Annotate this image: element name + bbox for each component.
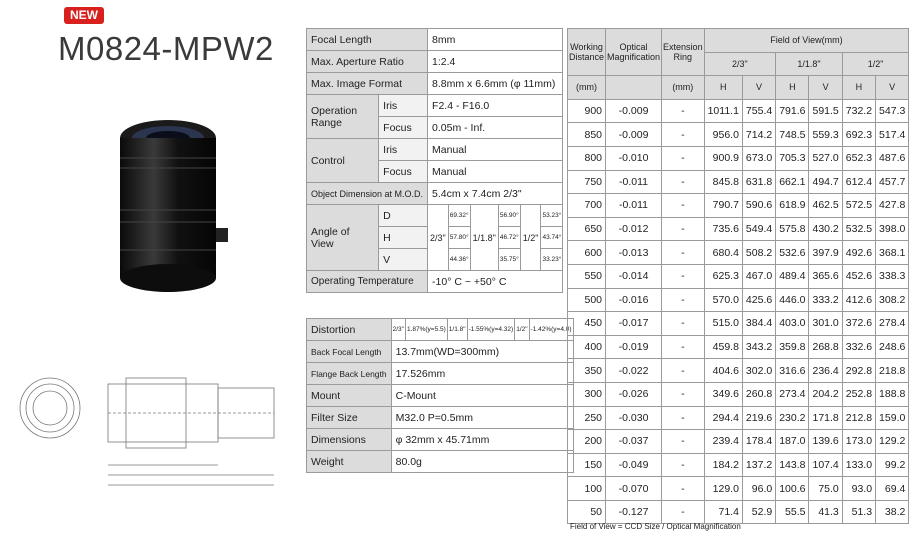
table-cell: 532.5: [842, 217, 875, 241]
focal-length-value: 8mm: [428, 29, 563, 51]
table-cell: 900: [568, 99, 606, 123]
table-row: [568, 500, 909, 524]
table-cell: 700: [568, 194, 606, 218]
table-cell: 350: [568, 359, 606, 383]
angle-format-12: 1/2": [520, 205, 541, 271]
table-cell: 173.0: [842, 430, 875, 454]
distortion-format-118: 1/1.8": [447, 319, 467, 341]
table-cell: -: [662, 194, 705, 218]
angle-v-23: 44.36°: [448, 249, 470, 271]
table-cell: 625.3: [704, 264, 742, 288]
operation-range-label: Operation Range: [307, 95, 379, 139]
angle-axis-v: V: [379, 249, 428, 271]
table-cell: 549.4: [742, 217, 775, 241]
distortion-format-12: 1/2": [515, 319, 529, 341]
table-cell: 590.6: [742, 194, 775, 218]
table-cell: 51.3: [842, 500, 875, 524]
table-cell: 492.6: [842, 241, 875, 265]
table-row: [568, 146, 909, 170]
table-cell: 631.8: [742, 170, 775, 194]
table-cell: 714.2: [742, 123, 775, 147]
ext-unit: (mm): [662, 76, 705, 100]
table-cell: -: [662, 264, 705, 288]
table-cell: -0.011: [606, 170, 662, 194]
dimensions-value: φ 32mm x 45.71mm: [391, 429, 573, 451]
table-cell: 52.9: [742, 500, 775, 524]
distortion-23: 1.87%(y=5.5): [405, 319, 447, 341]
distortion-format-23: 2/3": [391, 319, 405, 341]
object-dim-label: Object Dimension at M.O.D.: [307, 183, 428, 205]
angle-d-12: 53.23°: [541, 205, 563, 227]
table-cell: 900.9: [704, 146, 742, 170]
table-cell: 572.5: [842, 194, 875, 218]
table-cell: 129.0: [704, 477, 742, 501]
table-cell: 494.7: [809, 170, 842, 194]
temperature-value: -10° C ~ +50° C: [428, 271, 563, 293]
table-cell: 427.8: [876, 194, 909, 218]
iris-range-value: F2.4 - F16.0: [428, 95, 563, 117]
ext-header: Extension Ring: [662, 29, 705, 76]
angle-format-23: 2/3": [428, 205, 449, 271]
angle-axis-h: H: [379, 227, 428, 249]
flange-label: Flange Back Length: [307, 363, 392, 385]
table-row: [568, 264, 909, 288]
angle-axis-d: D: [379, 205, 428, 227]
mag-header: Optical Magnification: [606, 29, 662, 76]
table-cell: 230.2: [776, 406, 809, 430]
table-row: [568, 288, 909, 312]
image-format-label: Max. Image Format: [307, 73, 428, 95]
v-23: V: [742, 76, 775, 100]
table-cell: 800: [568, 146, 606, 170]
table-cell: 452.6: [842, 264, 875, 288]
angle-d-118: 56.90°: [498, 205, 520, 227]
table-cell: 273.4: [776, 382, 809, 406]
table-cell: 735.6: [704, 217, 742, 241]
filter-label: Filter Size: [307, 407, 392, 429]
table-cell: 570.0: [704, 288, 742, 312]
table-row: [568, 382, 909, 406]
table-cell: 268.8: [809, 335, 842, 359]
iris-label: Iris: [379, 95, 428, 117]
image-format-value: 8.8mm x 6.6mm (φ 11mm): [428, 73, 563, 95]
angle-label: Angle of View: [307, 205, 379, 271]
fov-format-118: 1/1.8": [776, 52, 843, 76]
table-cell: 404.6: [704, 359, 742, 383]
table-row: [568, 453, 909, 477]
table-cell: 294.4: [704, 406, 742, 430]
table-cell: -: [662, 406, 705, 430]
table-cell: 459.8: [704, 335, 742, 359]
spec-table: [306, 28, 563, 293]
h-118: H: [776, 76, 809, 100]
table-cell: 791.6: [776, 99, 809, 123]
table-cell: 159.0: [876, 406, 909, 430]
aperture-value: 1:2.4: [428, 51, 563, 73]
table-cell: 359.8: [776, 335, 809, 359]
table-cell: 188.8: [876, 382, 909, 406]
table-cell: -: [662, 477, 705, 501]
table-cell: 260.8: [742, 382, 775, 406]
table-cell: -: [662, 335, 705, 359]
table-cell: 300: [568, 382, 606, 406]
table-cell: 143.8: [776, 453, 809, 477]
table-cell: 349.6: [704, 382, 742, 406]
fov-footnote: Field of View = CCD Size / Optical Magnification: [570, 522, 741, 531]
table-cell: 559.3: [809, 123, 842, 147]
table-row: [568, 217, 909, 241]
table-cell: -: [662, 382, 705, 406]
table-cell: -: [662, 453, 705, 477]
table-cell: -0.019: [606, 335, 662, 359]
table-cell: 517.4: [876, 123, 909, 147]
angle-v-12: 33.23°: [541, 249, 563, 271]
filter-value: M32.0 P=0.5mm: [391, 407, 573, 429]
angle-h-118: 46.72°: [498, 227, 520, 249]
table-cell: 612.4: [842, 170, 875, 194]
table-row: [568, 194, 909, 218]
table-cell: 450: [568, 312, 606, 336]
table-cell: 278.4: [876, 312, 909, 336]
table-row: [568, 406, 909, 430]
table-cell: 845.8: [704, 170, 742, 194]
table-cell: -0.017: [606, 312, 662, 336]
table-cell: 100.6: [776, 477, 809, 501]
table-cell: 412.6: [842, 288, 875, 312]
fov-table-body: [568, 99, 909, 524]
table-cell: 55.5: [776, 500, 809, 524]
table-row: [568, 430, 909, 454]
table-cell: 50: [568, 500, 606, 524]
table-cell: 343.2: [742, 335, 775, 359]
table-row: [568, 477, 909, 501]
table-cell: 850: [568, 123, 606, 147]
distortion-12: -1.42%(y=4.0): [529, 319, 573, 341]
table-cell: 316.6: [776, 359, 809, 383]
table-cell: 368.1: [876, 241, 909, 265]
table-cell: 467.0: [742, 264, 775, 288]
table-cell: -0.011: [606, 194, 662, 218]
table-cell: 673.0: [742, 146, 775, 170]
focus-range-value: 0.05m - Inf.: [428, 117, 563, 139]
table-cell: 446.0: [776, 288, 809, 312]
table-cell: -: [662, 430, 705, 454]
table-cell: 755.4: [742, 99, 775, 123]
mount-label: Mount: [307, 385, 392, 407]
distortion-label: Distortion: [307, 319, 392, 341]
table-cell: -0.013: [606, 241, 662, 265]
h-12: H: [842, 76, 875, 100]
table-cell: -0.022: [606, 359, 662, 383]
table-cell: 508.2: [742, 241, 775, 265]
table-cell: -: [662, 123, 705, 147]
angle-h-23: 57.80°: [448, 227, 470, 249]
angle-d-23: 69.32°: [448, 205, 470, 227]
table-cell: 550: [568, 264, 606, 288]
table-cell: 790.7: [704, 194, 742, 218]
table-cell: 178.4: [742, 430, 775, 454]
table-cell: -: [662, 146, 705, 170]
technical-drawing: [8, 370, 290, 492]
table-cell: -0.030: [606, 406, 662, 430]
table-cell: -0.049: [606, 453, 662, 477]
table-cell: 532.6: [776, 241, 809, 265]
table-cell: 139.6: [809, 430, 842, 454]
table-cell: 250: [568, 406, 606, 430]
table-cell: 71.4: [704, 500, 742, 524]
table-cell: -0.010: [606, 146, 662, 170]
table-cell: 150: [568, 453, 606, 477]
table-cell: -0.070: [606, 477, 662, 501]
table-cell: 301.0: [809, 312, 842, 336]
weight-value: 80.0g: [391, 451, 573, 473]
table-cell: 239.4: [704, 430, 742, 454]
table-cell: 137.2: [742, 453, 775, 477]
table-cell: 750: [568, 170, 606, 194]
table-cell: 487.6: [876, 146, 909, 170]
table-cell: 372.6: [842, 312, 875, 336]
back-focal-value: 13.7mm(WD=300mm): [391, 341, 573, 363]
mag-unit: [606, 76, 662, 100]
table-cell: 308.2: [876, 288, 909, 312]
angle-h-12: 43.74°: [541, 227, 563, 249]
table-cell: -0.012: [606, 217, 662, 241]
aperture-label: Max. Aperture Ratio: [307, 51, 428, 73]
lens-photo: [96, 110, 246, 300]
control-focus-label: Focus: [379, 161, 428, 183]
table-cell: 398.0: [876, 217, 909, 241]
focal-length-label: Focal Length: [307, 29, 428, 51]
table-cell: -0.127: [606, 500, 662, 524]
table-cell: 41.3: [809, 500, 842, 524]
table-cell: 1011.1: [704, 99, 742, 123]
table-cell: 692.3: [842, 123, 875, 147]
model-title: M0824-MPW2: [58, 30, 274, 67]
table-cell: 69.4: [876, 477, 909, 501]
table-cell: 93.0: [842, 477, 875, 501]
table-cell: 248.6: [876, 335, 909, 359]
table-cell: 462.5: [809, 194, 842, 218]
table-row: [568, 335, 909, 359]
table-cell: 547.3: [876, 99, 909, 123]
table-cell: 500: [568, 288, 606, 312]
distortion-118: -1.55%(y=4.32): [467, 319, 515, 341]
table-cell: 218.8: [876, 359, 909, 383]
flange-value: 17.526mm: [391, 363, 573, 385]
object-dim-value: 5.4cm x 7.4cm 2/3": [428, 183, 563, 205]
table-cell: 600: [568, 241, 606, 265]
angle-format-118: 1/1.8": [470, 205, 498, 271]
table-cell: 365.6: [809, 264, 842, 288]
table-row: [568, 312, 909, 336]
table-cell: 96.0: [742, 477, 775, 501]
table-cell: 527.0: [809, 146, 842, 170]
table-cell: 204.2: [809, 382, 842, 406]
table-cell: 338.3: [876, 264, 909, 288]
angle-v-118: 35.75°: [498, 249, 520, 271]
control-iris-value: Manual: [428, 139, 563, 161]
table-cell: -0.037: [606, 430, 662, 454]
control-iris-label: Iris: [379, 139, 428, 161]
table-cell: 956.0: [704, 123, 742, 147]
table-cell: 397.9: [809, 241, 842, 265]
table-cell: -: [662, 241, 705, 265]
table-cell: -0.009: [606, 99, 662, 123]
fov-format-23: 2/3": [704, 52, 776, 76]
table-cell: 99.2: [876, 453, 909, 477]
table-cell: 187.0: [776, 430, 809, 454]
table-row: [568, 170, 909, 194]
table-cell: -0.014: [606, 264, 662, 288]
table-cell: 650: [568, 217, 606, 241]
focus-label: Focus: [379, 117, 428, 139]
weight-label: Weight: [307, 451, 392, 473]
table-cell: 200: [568, 430, 606, 454]
dimensions-label: Dimensions: [307, 429, 392, 451]
table-cell: -0.009: [606, 123, 662, 147]
table-row: [568, 241, 909, 265]
temperature-label: Operating Temperature: [307, 271, 428, 293]
table-cell: -: [662, 99, 705, 123]
table-cell: 236.4: [809, 359, 842, 383]
table-cell: 333.2: [809, 288, 842, 312]
table-cell: 38.2: [876, 500, 909, 524]
new-badge: NEW: [64, 7, 104, 24]
table-cell: 489.4: [776, 264, 809, 288]
table-cell: -0.016: [606, 288, 662, 312]
table-cell: 184.2: [704, 453, 742, 477]
table-cell: 171.8: [809, 406, 842, 430]
table-cell: 618.9: [776, 194, 809, 218]
table-cell: 425.6: [742, 288, 775, 312]
table-cell: 332.6: [842, 335, 875, 359]
wd-unit: (mm): [568, 76, 606, 100]
table-cell: 652.3: [842, 146, 875, 170]
table-cell: -0.026: [606, 382, 662, 406]
table-cell: 400: [568, 335, 606, 359]
table-cell: 457.7: [876, 170, 909, 194]
spec-table-2: [306, 318, 574, 473]
table-cell: 212.8: [842, 406, 875, 430]
table-cell: 133.0: [842, 453, 875, 477]
table-cell: 100: [568, 477, 606, 501]
table-cell: 384.4: [742, 312, 775, 336]
table-cell: -: [662, 288, 705, 312]
mount-value: C-Mount: [391, 385, 573, 407]
fov-table: [567, 28, 909, 524]
table-cell: 680.4: [704, 241, 742, 265]
table-row: [568, 123, 909, 147]
v-12: V: [876, 76, 909, 100]
table-cell: 129.2: [876, 430, 909, 454]
table-cell: 732.2: [842, 99, 875, 123]
table-cell: 705.3: [776, 146, 809, 170]
h-23: H: [704, 76, 742, 100]
fov-format-12: 1/2": [842, 52, 909, 76]
table-cell: -: [662, 217, 705, 241]
table-cell: 252.8: [842, 382, 875, 406]
table-cell: 575.8: [776, 217, 809, 241]
table-cell: 107.4: [809, 453, 842, 477]
back-focal-label: Back Focal Length: [307, 341, 392, 363]
table-cell: -: [662, 500, 705, 524]
table-cell: 748.5: [776, 123, 809, 147]
table-cell: 219.6: [742, 406, 775, 430]
table-cell: -: [662, 312, 705, 336]
wd-header: Working Distance: [568, 29, 606, 76]
table-cell: -: [662, 170, 705, 194]
table-cell: 403.0: [776, 312, 809, 336]
control-focus-value: Manual: [428, 161, 563, 183]
table-cell: 662.1: [776, 170, 809, 194]
table-row: [568, 359, 909, 383]
table-cell: -: [662, 359, 705, 383]
table-cell: 430.2: [809, 217, 842, 241]
table-cell: 591.5: [809, 99, 842, 123]
table-cell: 302.0: [742, 359, 775, 383]
table-cell: 75.0: [809, 477, 842, 501]
v-118: V: [809, 76, 842, 100]
table-row: [568, 99, 909, 123]
table-cell: 292.8: [842, 359, 875, 383]
table-cell: 515.0: [704, 312, 742, 336]
control-label: Control: [307, 139, 379, 183]
fov-header: Field of View(mm): [704, 29, 909, 53]
